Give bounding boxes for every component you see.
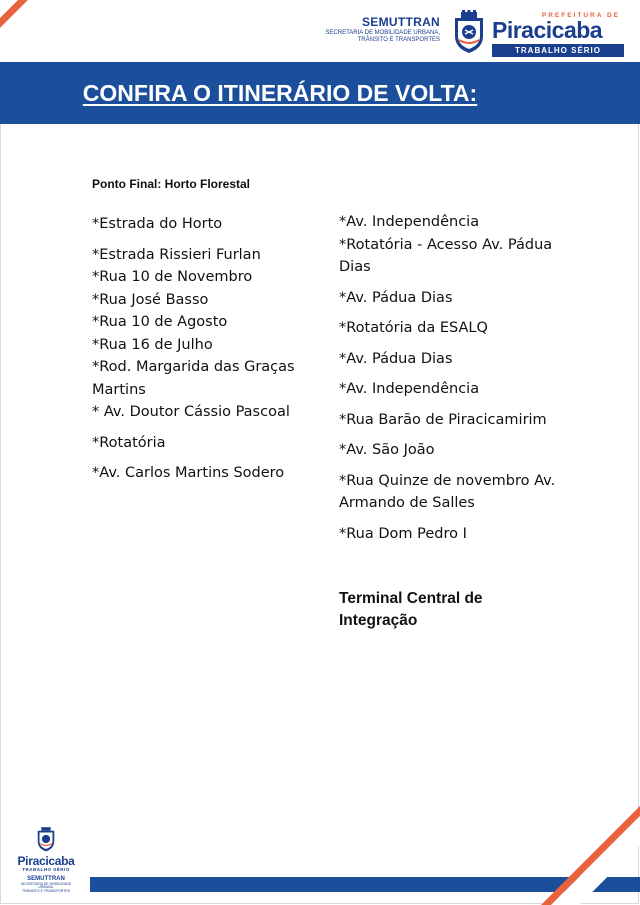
- route-item: *Rua José Basso: [92, 291, 209, 308]
- semuttran-subtitle: [316, 30, 440, 44]
- route-item: *Av. Pádua Dias: [339, 289, 453, 306]
- footer-semuttran-subtitle-line: SECRETARIA DE MOBILIDADE URBANA,: [20, 881, 72, 890]
- semuttran-logo: [316, 16, 440, 44]
- route-item: *Av. Pádua Dias: [339, 350, 453, 367]
- page-title: CONFIRA O ITINERÁRIO DE VOLTA:: [82, 79, 478, 106]
- route-item: *Rotatória: [92, 434, 166, 451]
- route-item: *Rod. Margarida das Graças Martins: [92, 359, 295, 398]
- route-item: *Estrada do Horto: [92, 216, 223, 232]
- route-item: *Rua Quinze de novembro Av. Armando de Salles: [339, 472, 556, 511]
- ponto-final-label: Ponto Final: Horto Florestal: [92, 177, 250, 191]
- footer-city: Piracicaba: [17, 854, 75, 868]
- city-crest-icon: [35, 826, 57, 852]
- semuttran-subtitle-line: TRÂNSITO E TRANSPORTES: [357, 36, 440, 43]
- semuttran-title: SEMUTTRAN: [361, 15, 440, 29]
- route-item: *Av. Carlos Martins Sodero: [92, 465, 285, 481]
- footer-semuttran: SEMUTTRAN: [27, 875, 65, 882]
- prefeitura-logo: [492, 12, 624, 57]
- route-item: *Rua 10 de Agosto: [92, 314, 228, 330]
- footer-semuttran-subtitle: [14, 883, 78, 895]
- route-item: *Rotatória da ESALQ: [339, 320, 488, 336]
- route-item: * Av. Doutor Cássio Pascoal: [92, 404, 290, 420]
- footer-tagline: TRABALHO SÉRIO: [22, 867, 70, 872]
- route-list-right: [339, 211, 579, 545]
- prefeitura-label: PREFEITURA DE: [541, 12, 620, 19]
- footer-logo: [14, 826, 78, 894]
- city-crest-icon: [451, 10, 487, 54]
- title-banner: [0, 62, 640, 124]
- route-item: *Rua 16 de Julho: [92, 336, 213, 353]
- banner-title-wrap: [0, 62, 640, 124]
- route-item: *Av. São João: [339, 442, 435, 458]
- semuttran-subtitle-line: SECRETARIA DE MOBILIDADE URBANA,: [325, 30, 440, 36]
- route-item: *Rotatória - Acesso Av. Pádua Dias: [339, 236, 553, 275]
- route-item: *Rua Barão de Piracicamirim: [339, 411, 547, 428]
- footer-semuttran-subtitle-line: TRÂNSITO E TRANSPORTES: [21, 889, 71, 894]
- prefeitura-tagline: TRABALHO SÉRIO: [492, 44, 624, 57]
- route-item: *Rua 10 de Novembro: [92, 269, 253, 285]
- route-item: *Av. Independência: [339, 214, 480, 230]
- route-item: *Av. Independência: [339, 381, 480, 397]
- terminal-destination: Terminal Central de Integração: [339, 590, 483, 629]
- route-item: *Rua Dom Pedro I: [339, 525, 467, 542]
- route-item: *Estrada Rissieri Furlan: [92, 246, 261, 263]
- prefeitura-city: Piracicaba: [492, 17, 603, 43]
- route-list-left: [92, 213, 332, 485]
